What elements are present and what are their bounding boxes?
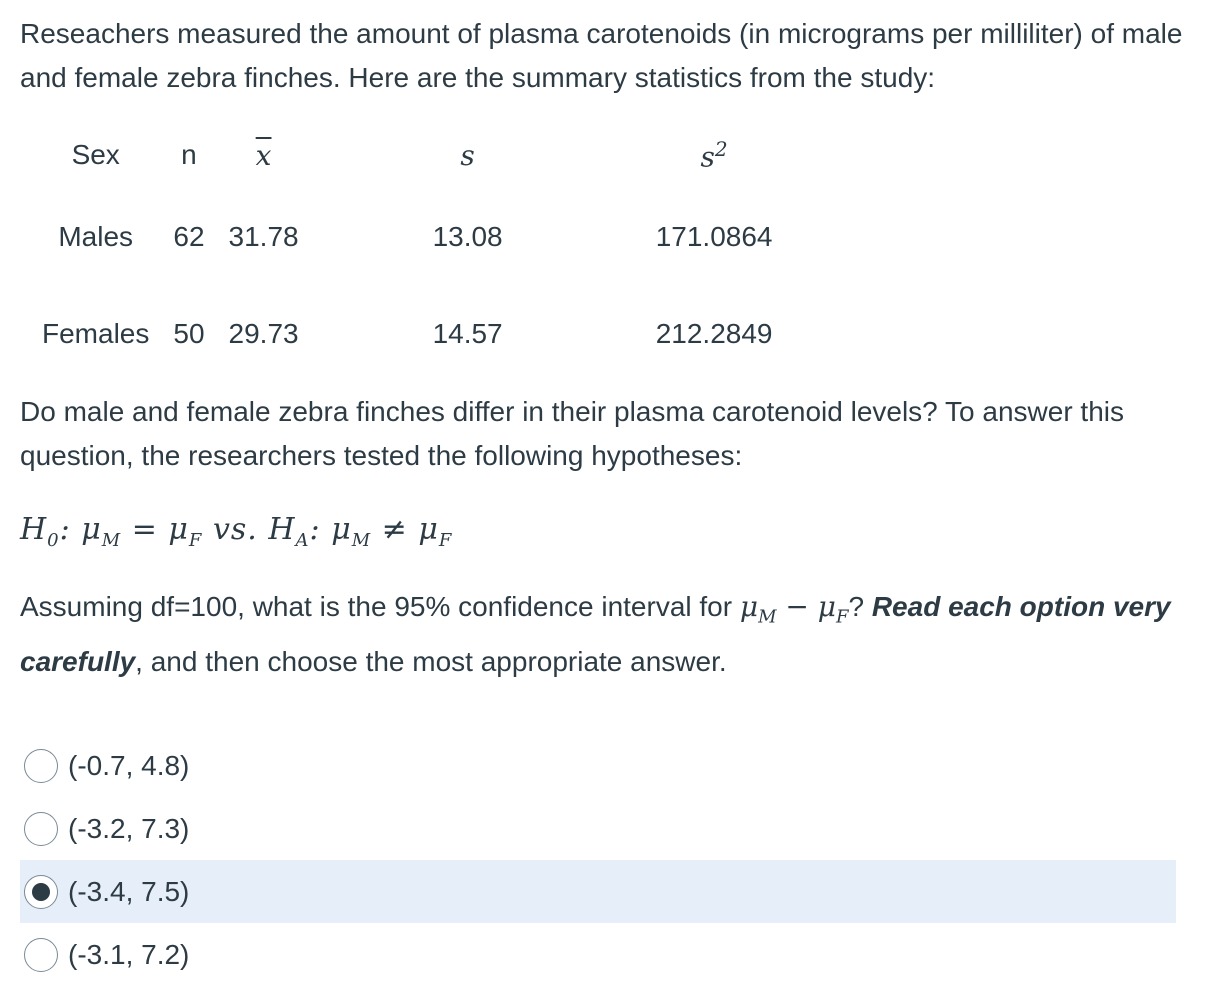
cell-n: 50 [173,317,205,349]
header-sex: Sex [71,139,120,170]
cell-mean: 29.73 [228,317,299,349]
radio-button-checked[interactable] [24,875,58,909]
header-variance: $s^2$ [700,136,728,174]
summary-table [30,122,804,382]
table-header-row [30,122,804,188]
hypotheses-formula: $H_0$: $\mu_M = \mu_F$ vs. $H_A$: $\mu_M \ne \mu_F$ [20,512,453,551]
cell-mean: 31.78 [228,220,299,252]
cell-sd: 14.57 [432,317,503,349]
header-sd: s [460,138,475,172]
option-label: (-3.2, 7.3) [68,812,190,844]
radio-button[interactable] [24,749,58,783]
cell-sex: Females [42,317,150,349]
radio-button[interactable] [24,812,58,846]
header-n: n [181,139,197,170]
header-mean: $\overline{x}$ [255,138,272,172]
cell-sex: Males [58,220,134,252]
table-row [30,285,804,382]
answer-option[interactable] [20,734,1176,797]
option-label: (-0.7, 4.8) [68,749,190,781]
intro-text: Reseachers measured the amount of plasma carotenoids (in micrograms per milliliter) of male and female zebra finches. Here are the summary statistics from the study: [20,18,1183,93]
cell-n: 62 [173,220,205,252]
table-row [30,188,804,285]
ci-question: Assuming df=100, what is the 95% confidence interval for $\mu_M - \mu_F$? Read each option very carefully, and then choose the most appropriate answer. [20,590,1171,677]
radio-button[interactable] [24,938,58,972]
answer-option[interactable] [20,923,1176,986]
option-label: (-3.4, 7.5) [68,875,190,907]
answer-option-selected[interactable] [20,860,1176,923]
answer-option[interactable] [20,797,1176,860]
cell-sd: 13.08 [432,220,503,252]
cell-variance: 171.0864 [655,220,773,252]
cell-variance: 212.2849 [655,317,773,349]
option-label: (-3.1, 7.2) [68,938,190,970]
answer-options [20,734,1176,986]
question-text: Do male and female zebra finches differ in their plasma carotenoid levels? To answer this question, the researchers tested the following hypotheses: [20,396,1124,471]
